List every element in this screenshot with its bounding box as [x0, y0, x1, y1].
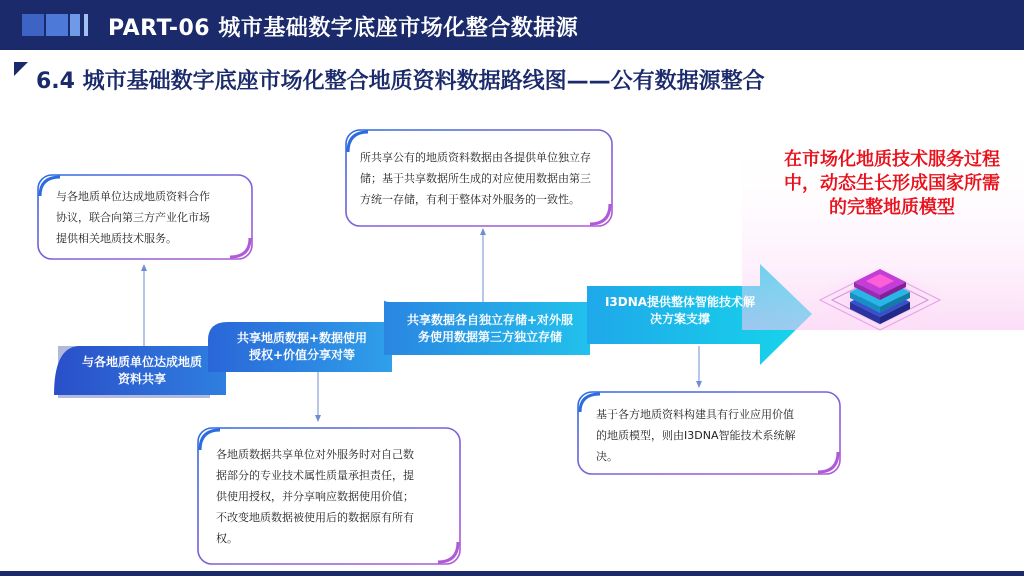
connector-arrowhead-icon [141, 264, 147, 271]
note-line: 据部分的专业技术属性质量承担责任，提 [216, 469, 414, 482]
note-box-1 [56, 186, 246, 249]
stage-4-label [592, 294, 768, 328]
result-statement [742, 148, 1024, 220]
note-line: 供使用授权，并分享响应数据使用价值； [216, 490, 414, 503]
stage-4-line: I3DNA提供整体智能技术解 [604, 295, 756, 309]
footer-bar [0, 571, 1024, 576]
note-line: 所共享公有的地质资料数据由各提供单位独立存 [360, 151, 591, 164]
note-line: 的地质模型，则由I3DNA智能技术系统解 [596, 429, 796, 442]
note-line: 权。 [216, 532, 238, 545]
note-line: 储；基于共享数据所生成的对应使用数据由第三 [360, 172, 591, 185]
result-line: 的完整地质模型 [829, 197, 955, 218]
note-line: 各地质数据共享单位对外服务时对自己数 [216, 448, 414, 461]
section-title: 6.4 城市基础数字底座市场化整合地质资料数据路线图——公有数据源整合 [36, 69, 765, 94]
connector-arrowhead-icon [696, 381, 702, 388]
stage-4-line: 决方案支撑 [649, 312, 710, 326]
connector-arrowhead-icon [315, 415, 321, 422]
connector-arrowhead-icon [480, 228, 486, 235]
note-line: 与各地质单位达成地质资料合作 [56, 190, 210, 203]
stage-2-line: 共享地质数据+数据使用 [236, 331, 368, 345]
stage-3-label [390, 312, 590, 346]
note-line: 决。 [596, 450, 618, 463]
part-title: PART-06 城市基础数字底座市场化整合数据源 [108, 16, 579, 41]
result-line: 在市场化地质技术服务过程 [784, 149, 1000, 170]
note-line: 协议，联合向第三方产业化市场 [56, 211, 210, 224]
stage-1-label [58, 354, 226, 388]
note-line: 方统一存储，有利于整体对外服务的一致性。 [360, 193, 580, 206]
stage-2-line: 授权+价值分享对等 [248, 348, 356, 362]
result-line: 中，动态生长形成国家所需 [784, 173, 1000, 194]
layered-chip-icon [810, 266, 950, 334]
note-line: 不改变地质数据被使用后的数据原有所有 [216, 511, 414, 524]
note-line: 基于各方地质资料构建具有行业应用价值 [596, 408, 794, 421]
note-box-4 [596, 404, 836, 467]
stage-1-line: 资料共享 [117, 372, 166, 386]
stage-3-line: 务使用数据第三方独立存储 [417, 330, 562, 344]
stage-3-line: 共享数据各自独立存储+对外服 [406, 313, 574, 327]
note-box-2 [216, 444, 456, 549]
note-box-3 [360, 147, 610, 210]
stage-2-label [212, 330, 392, 364]
note-line: 提供相关地质技术服务。 [56, 232, 177, 245]
stage-1-line: 与各地质单位达成地质 [81, 355, 202, 369]
